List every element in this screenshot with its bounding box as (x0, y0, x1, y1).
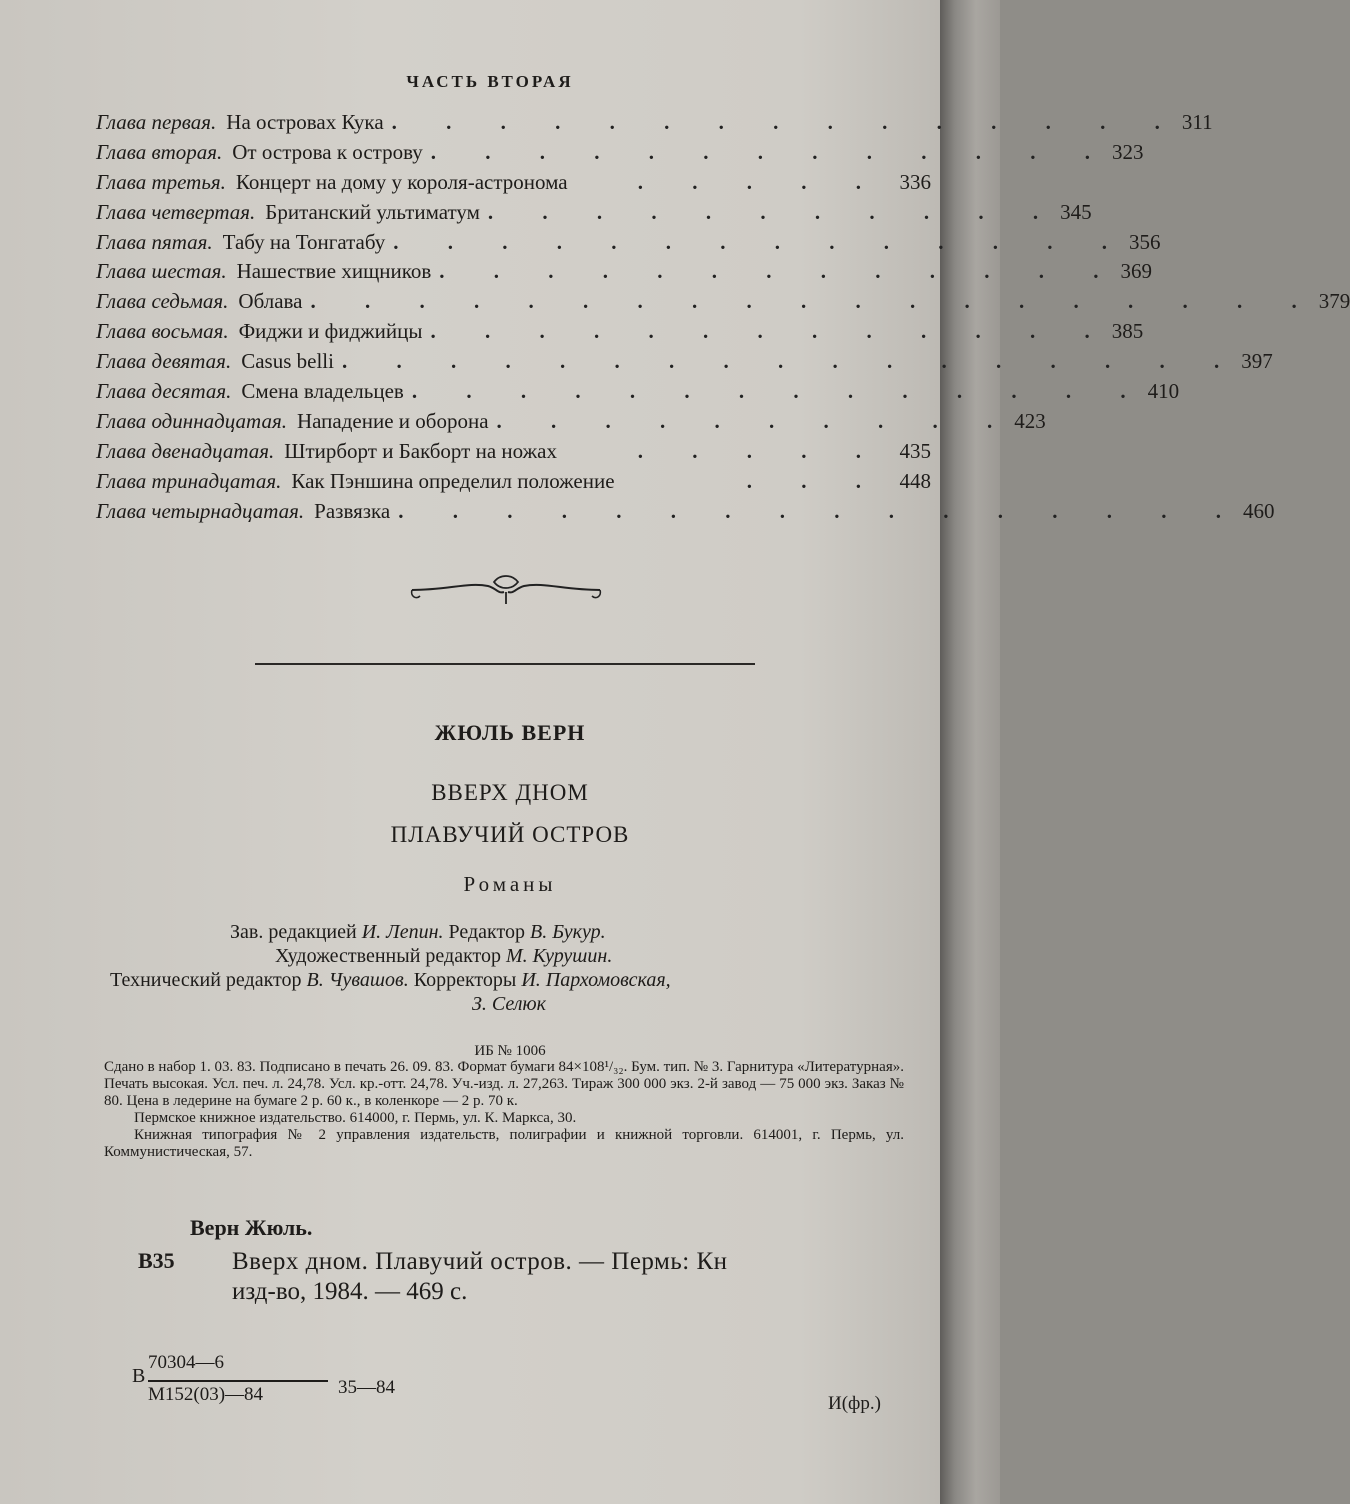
toc-page-number: 356 (1129, 229, 1161, 254)
credit-role: Редактор (443, 921, 530, 943)
toc-leader-dots: . . . . . . . . . . . . . (430, 319, 1112, 344)
toc-row (96, 110, 1213, 140)
toc-chapter-label: Глава шестая. (96, 259, 227, 284)
toc-page-number: 435 (899, 438, 931, 463)
toc-row (96, 379, 1180, 409)
toc-row (96, 349, 1273, 379)
author-name: ЖЮЛЬ ВЕРН (434, 720, 586, 745)
toc-chapter-title: Нападение и оборона (296, 408, 489, 433)
toc-chapter-label: Глава восьмая. (96, 319, 229, 344)
toc-page-number: 379 (1318, 289, 1350, 314)
toc-page-number: 460 (1243, 498, 1275, 523)
toc-page-number: 385 (1111, 319, 1144, 344)
toc-leader-dots: . . . . . . . . . . . . . (439, 259, 1121, 284)
credit-person: И. Лепин. (361, 921, 444, 943)
toc-page-number: 448 (899, 468, 931, 493)
credit-person: В. Чувашов. (306, 969, 409, 991)
book-title-1: ВВЕРХ ДНОМ (431, 780, 589, 805)
toc-page-number: 323 (1112, 139, 1144, 164)
ornament-divider (408, 568, 604, 608)
toc-page-number: 410 (1147, 379, 1180, 404)
toc-chapter-title: Casus belli (241, 349, 334, 374)
credit-person: М. Курушин. (506, 945, 613, 967)
toc-chapter-title: Смена владельцев (241, 379, 404, 404)
toc-leader-dots: . . . . . . . . . . . . . . . (391, 110, 1182, 134)
toc-page-number: 345 (1060, 199, 1092, 224)
credit-person: И. Пархомовская, (521, 969, 671, 991)
index-denominator: М152(03)—84 (148, 1384, 264, 1405)
toc-chapter-title: Фиджи и фиджийцы (238, 319, 423, 344)
toc-chapter-title: От острова к острову (232, 139, 423, 164)
toc-chapter-title: Нашествие хищников (236, 259, 432, 284)
credit-role: Зав. редакцией (230, 921, 362, 943)
toc-row (96, 439, 931, 469)
toc-row (96, 408, 1046, 439)
toc-chapter-label: Глава третья. (96, 169, 226, 194)
credit-role: Технический редактор (110, 969, 307, 991)
toc-chapter-label: Глава первая. (96, 110, 217, 134)
toc-row (96, 229, 1161, 260)
catalog-entry-line-1: Вверх дном. Плавучий остров. — Пермь: Кн (232, 1248, 728, 1275)
toc-chapter-title: Штирборт и Бакборт на ножах (284, 438, 557, 463)
toc-row (96, 469, 931, 499)
toc-chapter-label: Глава девятая. (96, 349, 232, 374)
imprint-block (104, 1059, 904, 1161)
toc-chapter-label: Глава тринадцатая. (96, 468, 282, 493)
fraction-bar (148, 1380, 328, 1382)
credit-role: Художественный редактор (275, 945, 506, 967)
catalog-entry-line-2: изд-во, 1984. — 469 с. (232, 1278, 468, 1305)
toc-leader-dots: . . . (746, 468, 883, 493)
toc-chapter-title: Развязка (314, 498, 391, 523)
credits-line (110, 992, 930, 1016)
toc-row (96, 289, 1350, 319)
toc-row (96, 319, 1144, 349)
toc-chapter-label: Глава четырнадцатая. (96, 498, 305, 523)
toc-chapter-title: На островах Кука (226, 110, 384, 134)
toc-row (96, 199, 1092, 230)
catalog-code: В35 (138, 1248, 175, 1273)
toc-chapter-title: Как Пэншина определил положение (291, 468, 615, 493)
toc-leader-dots: . . . . . (637, 438, 883, 463)
toc-row (96, 139, 1144, 170)
toc-page-number: 423 (1014, 408, 1046, 433)
toc-chapter-label: Глава седьмая. (96, 289, 229, 314)
toc-chapter-label: Глава четвертая. (96, 199, 256, 224)
credits-block (110, 920, 930, 1016)
classification-code: И(фр.) (828, 1393, 881, 1414)
toc-leader-dots: . . . . . . . . . . . . . (430, 139, 1113, 164)
index-numerator: 70304—6 (148, 1352, 224, 1373)
table-of-contents (96, 110, 1350, 528)
toc-chapter-label: Глава двенадцатая. (96, 438, 275, 463)
toc-leader-dots: . . . . . . . . . . (496, 408, 1015, 433)
ib-number: ИБ № 1006 (474, 1043, 546, 1059)
toc-chapter-title: Концерт на дому у короля-астронома (235, 169, 568, 194)
toc-leader-dots: . . . . . . . . . . . . . . . . . . . (310, 289, 1319, 314)
credit-person: В. Букур. (529, 921, 606, 943)
page-gutter (940, 0, 1000, 1504)
horizontal-rule (255, 663, 755, 665)
credits-line (110, 944, 930, 968)
toc-page-number: 397 (1241, 349, 1273, 374)
toc-leader-dots: . . . . . . . . . . . . . . (393, 229, 1130, 254)
toc-leader-dots: . . . . . (637, 169, 883, 194)
toc-chapter-title: Табу на Тонгатабу (222, 229, 386, 254)
toc-leader-dots: . . . . . . . . . . . . . . . . (398, 498, 1244, 523)
toc-row (96, 170, 931, 200)
toc-chapter-title: Британский ультиматум (265, 199, 480, 224)
toc-leader-dots: . . . . . . . . . . . . . . . . . (341, 349, 1242, 374)
toc-leader-dots: . . . . . . . . . . . (487, 199, 1061, 224)
toc-page-number: 311 (1181, 110, 1213, 134)
print-details: Сдано в набор 1. 03. 83. Подписано в печать 26. 09. 83. Формат бумаги 84×108¹/₃₂. Бум. тип. № 3. Гарнитура «Литературная». Печать высокая. Усл. печ. л. 24,78. Усл. кр.-отт. 24,78. Уч.-изд. л. 27,263. Тираж 300 000 экз. 2-й завод — 75 000 экз. Заказ № 80. Цена в ледерине на бумаге 2 р. 60 к., в коленкоре — 2 р. 70 к. (104, 1059, 904, 1109)
toc-page-number: 336 (899, 169, 931, 194)
genre: Романы (463, 872, 557, 896)
toc-row (96, 259, 1153, 289)
catalog-author: Верн Жюль. (190, 1215, 313, 1240)
publisher-address: Пермское книжное издательство. 614000, г. Пермь, ул. К. Маркса, 30. (134, 1110, 577, 1126)
toc-leader-dots: . . . . . . . . . . . . . . (411, 379, 1148, 404)
credit-person: З. Селюк (472, 993, 546, 1015)
toc-chapter-label: Глава одиннадцатая. (96, 408, 287, 433)
index-letter: В (132, 1365, 146, 1387)
index-suffix: 35—84 (338, 1377, 395, 1398)
credits-line (110, 968, 930, 992)
toc-chapter-label: Глава вторая. (96, 139, 223, 164)
toc-chapter-label: Глава пятая. (96, 229, 213, 254)
part-title: ЧАСТЬ ВТОРАЯ (406, 72, 574, 91)
printer-address: Книжная типография № 2 управления издательств, полиграфии и книжной торговли. 614001, г. Пермь, ул. Коммунистическая, 57. (104, 1127, 904, 1160)
toc-chapter-label: Глава десятая. (96, 379, 232, 404)
book-title-2: ПЛАВУЧИЙ ОСТРОВ (390, 822, 630, 847)
toc-page-number: 369 (1120, 259, 1153, 284)
toc-chapter-title: Облава (238, 289, 303, 314)
credit-role: Корректоры (408, 969, 522, 991)
credits-line (110, 920, 930, 944)
toc-row (96, 498, 1275, 529)
